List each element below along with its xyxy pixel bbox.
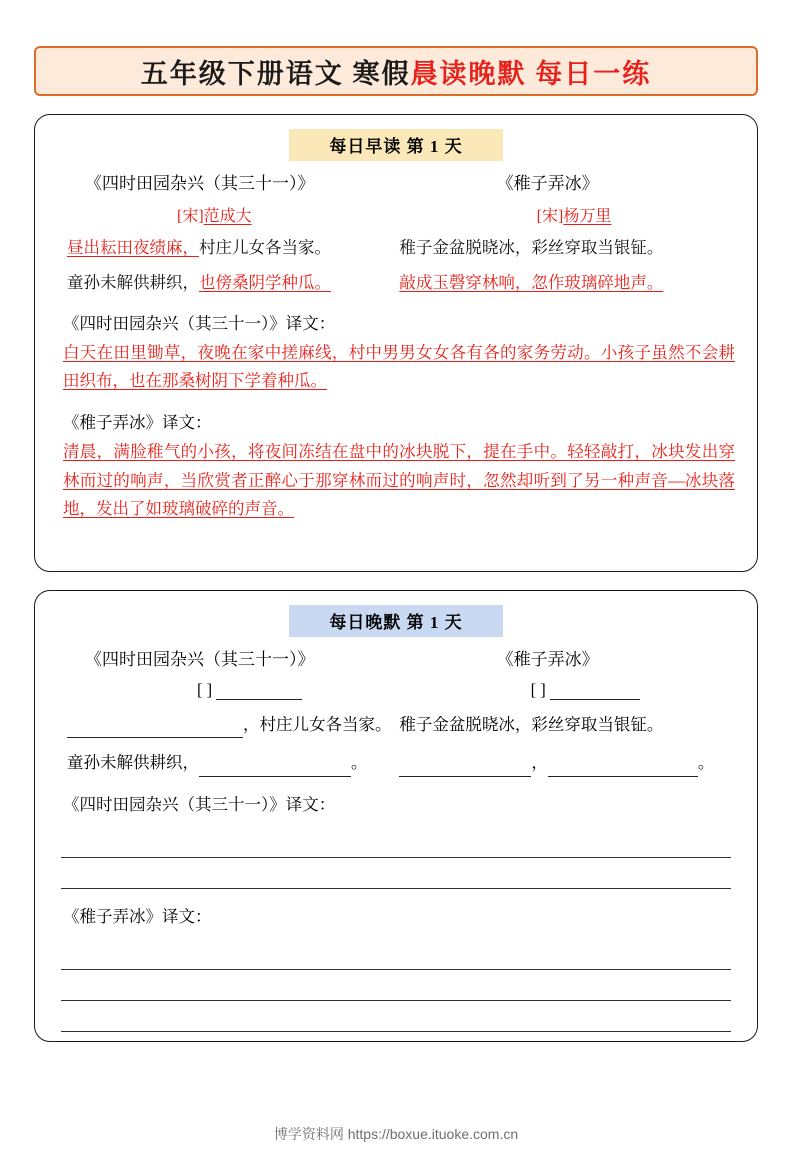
morning-right-dynasty: [宋] <box>536 208 564 225</box>
evening-verse-left-2-blank[interactable] <box>199 760 351 777</box>
page-title-banner <box>34 46 758 96</box>
evening-translation-1-label: 《四时田园杂兴（其三十一）》译文： <box>63 794 336 814</box>
morning-left-author: 范成大 <box>203 208 252 225</box>
evening-verse-right-2 <box>399 750 735 776</box>
evening-left-author-blank[interactable] <box>216 683 302 700</box>
evening-verse-right-2-blank-b[interactable] <box>548 760 698 777</box>
evening-answer-line-5[interactable] <box>61 1001 731 1032</box>
page-title-red: 晨读晚默 每日一练 <box>410 58 652 89</box>
morning-reading-card <box>34 114 758 572</box>
evening-answer-line-3[interactable] <box>61 939 731 970</box>
evening-verse-right-1: 稚子金盆脱晓冰，彩丝穿取当银钲。 <box>399 715 664 734</box>
evening-verse-right-2-blank-a[interactable] <box>399 760 531 777</box>
morning-verse-row-1 <box>57 236 735 261</box>
morning-verse-left-2-red: 也傍桑阴学种瓜。 <box>199 272 331 292</box>
evening-answer-line-1[interactable] <box>61 827 731 858</box>
evening-right-dynasty-blank[interactable]: [ ] <box>530 680 546 699</box>
morning-verse-right-1: 稚子金盆脱晓冰，彩丝穿取当银钲。 <box>399 238 664 257</box>
morning-verse-left-1 <box>57 236 399 261</box>
evening-poem-titles <box>57 645 735 670</box>
morning-poem-right-title: 《稚子弄冰》 <box>496 174 599 193</box>
evening-poem-left-title: 《四时田园杂兴（其三十一）》 <box>85 650 315 669</box>
evening-verse-right-2-mid: ， <box>531 753 548 773</box>
evening-answer-line-4[interactable] <box>61 970 731 1001</box>
evening-verse-left-1 <box>57 712 399 738</box>
evening-verse-right-2-end: 。 <box>697 753 715 773</box>
evening-right-author-blank[interactable] <box>550 683 640 700</box>
evening-verse-left-1-blank[interactable] <box>67 721 243 738</box>
evening-answer-line-2[interactable] <box>61 858 731 889</box>
morning-right-author: 杨万里 <box>563 208 612 225</box>
morning-translation-2-label: 《稚子弄冰》译文： <box>63 413 212 433</box>
morning-verse-right-2-a: 敲成玉磬穿林响， <box>399 272 532 292</box>
morning-poem-left-title: 《四时田园杂兴（其三十一）》 <box>85 174 315 193</box>
evening-dictation-card <box>34 590 758 1042</box>
worksheet-page <box>0 46 792 1168</box>
morning-verse-right-2 <box>399 271 735 296</box>
morning-translation-1-text: 白天在田里锄草，夜晚在家中搓麻线，村中男男女女各有各的家务劳动。小孩子虽然不会耕田织布，也在那桑树阴下学着种瓜。 <box>63 342 735 390</box>
evening-verse-left-2 <box>57 750 399 776</box>
evening-right-author-blank-group[interactable] <box>437 680 735 700</box>
morning-verse-left-1-black: 村庄儿女各当家。 <box>199 238 331 257</box>
morning-verse-row-2 <box>57 271 735 296</box>
morning-verse-left-2-black: 童孙未解供耕织， <box>67 272 199 292</box>
evening-verse-left-1-tail: ，村庄儿女各当家。 <box>243 715 392 734</box>
morning-verse-left-2 <box>57 271 399 296</box>
morning-translation-1-label: 《四时田园杂兴（其三十一）》译文： <box>63 313 336 333</box>
evening-left-dynasty-blank[interactable]: [ ] <box>197 680 213 699</box>
morning-author-row <box>57 203 735 226</box>
evening-translation-2-label: 《稚子弄冰》译文： <box>63 906 212 926</box>
morning-section-tag: 每日早读 第 1 天 <box>289 129 503 161</box>
morning-translation-2-text: 清晨，满脸稚气的小孩，将夜间冻结在盘中的冰块脱下，提在手中。轻轻敲打，冰块发出穿林而过的响声，当欣赏者正醉心于那穿林而过的响声时，忽然却听到了另一种声音—冰块落地，发出了如玻璃破碎的声音。 <box>63 442 735 518</box>
page-title-black: 五年级下册语文 寒假 <box>140 58 411 89</box>
evening-verse-left-2-end: 。 <box>351 753 368 773</box>
evening-author-blank-row <box>57 680 735 700</box>
morning-verse-left-1-red: 昼出耘田夜绩麻， <box>67 238 199 257</box>
morning-poem-titles <box>57 169 735 194</box>
evening-poem-right-title: 《稚子弄冰》 <box>496 650 599 669</box>
morning-left-author-group <box>57 203 437 226</box>
evening-section-tag: 每日晚默 第 1 天 <box>289 605 503 637</box>
evening-verse-row-2 <box>57 750 735 776</box>
morning-left-dynasty: [宋] <box>177 208 204 225</box>
morning-right-author-group <box>437 203 735 226</box>
evening-verse-row-1 <box>57 712 735 738</box>
morning-verse-right-2-b: 忽作玻璃碎地声。 <box>531 272 664 292</box>
evening-verse-left-2-head: 童孙未解供耕织， <box>67 753 199 773</box>
evening-left-author-blank-group[interactable] <box>57 680 437 700</box>
footer-watermark: 博学资料网 https://boxue.ituoke.com.cn <box>273 1126 519 1142</box>
